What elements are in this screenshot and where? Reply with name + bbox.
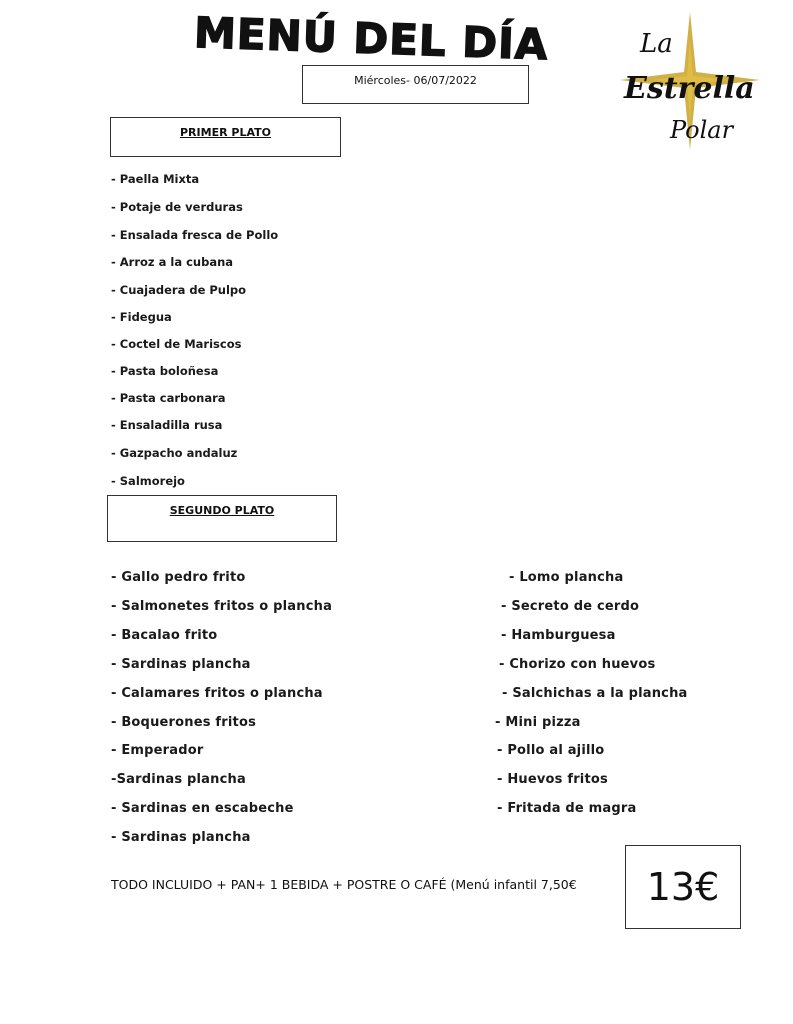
list-item: - Huevos fritos [497, 772, 608, 787]
logo-line-1: La [640, 29, 673, 59]
list-item: - Hamburguesa [501, 628, 616, 643]
menu-date: Miércoles- 06/07/2022 [354, 74, 477, 87]
list-item: - Ensalada fresca de Pollo [111, 228, 279, 242]
list-item: - Pollo al ajillo [497, 743, 605, 758]
footer-includes: TODO INCLUIDO + PAN+ 1 BEBIDA + POSTRE O CAFÉ (Menú infantil 7,50€ [111, 877, 577, 892]
list-item: - Gallo pedro frito [111, 570, 246, 585]
price-box [625, 845, 741, 929]
list-item: - Mini pizza [495, 715, 581, 730]
list-item: - Cuajadera de Pulpo [111, 283, 247, 297]
date-box [302, 65, 529, 104]
list-item: - Pasta carbonara [111, 391, 226, 405]
list-item: - Bacalao frito [111, 628, 218, 643]
list-item: - Salchichas a la plancha [502, 686, 688, 701]
list-item: - Calamares fritos o plancha [111, 686, 323, 701]
menu-title: MENÚ DEL DÍA [193, 8, 550, 70]
menu-price: 13€ [646, 865, 720, 909]
list-item: - Coctel de Mariscos [111, 337, 242, 351]
list-item: - Gazpacho andaluz [111, 446, 238, 460]
list-item: - Boquerones fritos [111, 715, 257, 730]
first-course-heading-box [110, 117, 341, 157]
list-item: - Fidegua [111, 310, 172, 324]
list-item: - Sardinas en escabeche [111, 801, 294, 816]
first-course-heading: PRIMER PLATO [180, 126, 271, 139]
logo-line-2: Estrella [624, 71, 755, 106]
list-item: - Chorizo con huevos [499, 657, 656, 672]
list-item: - Secreto de cerdo [501, 599, 640, 614]
logo-graphic [610, 10, 770, 160]
list-item: - Paella Mixta [111, 172, 200, 186]
list-item: - Pasta boloñesa [111, 364, 219, 378]
list-item: - Fritada de magra [497, 801, 637, 816]
list-item: - Salmorejo [111, 474, 185, 488]
list-item: - Emperador [111, 743, 204, 758]
list-item: - Ensaladilla rusa [111, 418, 223, 432]
list-item: - Sardinas plancha [111, 657, 251, 672]
logo-line-3: Polar [670, 116, 734, 144]
list-item: -Sardinas plancha [111, 772, 246, 787]
second-course-heading: SEGUNDO PLATO [169, 504, 275, 517]
list-item: - Lomo plancha [509, 570, 624, 585]
list-item: - Salmonetes fritos o plancha [111, 599, 333, 614]
second-course-heading-box [107, 495, 337, 542]
list-item: - Potaje de verduras [111, 200, 243, 214]
list-item: - Arroz a la cubana [111, 255, 234, 269]
list-item: - Sardinas plancha [111, 830, 251, 845]
restaurant-logo [610, 10, 770, 160]
